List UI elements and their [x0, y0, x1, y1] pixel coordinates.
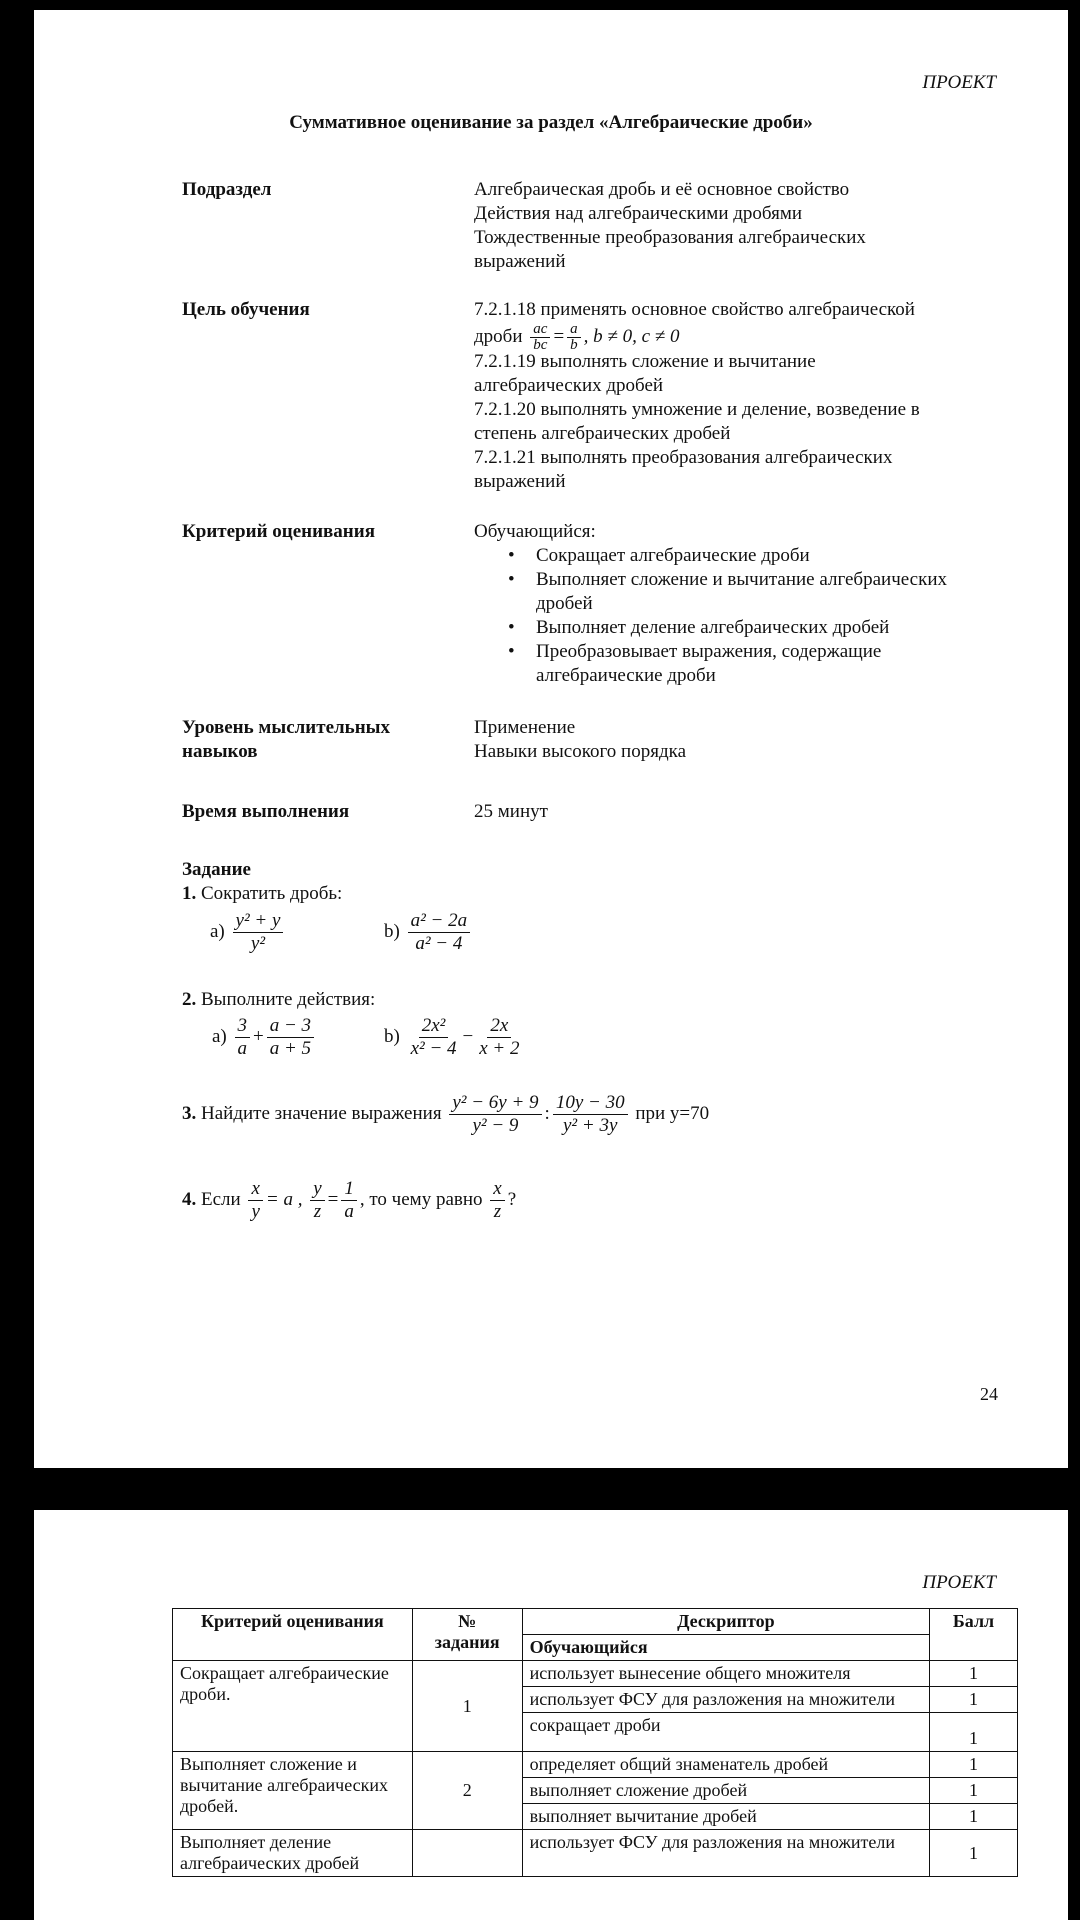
goal-line: 7.2.1.20 выполнять умножение и деление, возведение в	[474, 399, 920, 420]
task-cell: 2	[412, 1752, 522, 1830]
descriptor-cell: определяет общий знаменатель дробей	[522, 1752, 929, 1778]
criterion-item: • Выполняет сложение и вычитание алгебраических дробей	[536, 568, 1008, 616]
goal-line: 7.2.1.18 применять основное свойство алгебраической	[474, 299, 915, 320]
numerator: x	[248, 1178, 262, 1201]
goal-line: 7.2.1.21 выполнять преобразования алгебраических	[474, 447, 893, 468]
subsection-line: Тождественные преобразования алгебраических	[474, 227, 866, 248]
header-student: Обучающийся	[522, 1635, 929, 1661]
header-text: задания	[434, 1632, 500, 1652]
criterion-list	[474, 544, 1008, 688]
numerator: 2x	[487, 1015, 511, 1038]
denominator: y	[251, 1201, 260, 1222]
page-number: 24	[980, 1384, 998, 1404]
score-cell: 1	[930, 1804, 1018, 1830]
colon-sign: :	[544, 1102, 550, 1124]
score-cell: 1	[930, 1661, 1018, 1687]
numerator: 10y − 30	[553, 1092, 628, 1115]
fraction	[408, 910, 471, 955]
denominator: z	[313, 1201, 322, 1222]
subsection-value	[474, 178, 1008, 274]
goal-formula-line	[474, 321, 1008, 353]
table-header-row	[173, 1609, 1018, 1635]
numerator: a	[567, 322, 581, 338]
goal-line: 7.2.1.19 выполнять сложение и вычитание	[474, 351, 816, 372]
subsection-line: Действия над алгебраическими дробями	[474, 203, 803, 224]
denominator: a + 5	[269, 1038, 312, 1059]
subsection-line: Алгебраическая дробь и её основное свойство	[474, 179, 850, 200]
plus-sign: +	[253, 1025, 264, 1047]
fraction	[553, 1092, 628, 1137]
denominator: b	[570, 337, 578, 353]
goal-value	[474, 298, 1008, 494]
fraction	[408, 1015, 460, 1060]
numerator: x	[490, 1178, 504, 1201]
score-cell: 1	[930, 1830, 1018, 1877]
denominator: x² − 4	[410, 1038, 457, 1059]
task-2a	[212, 1015, 317, 1060]
descriptor-cell: использует ФСУ для разложения на множители	[522, 1687, 929, 1713]
minus-sign: −	[462, 1025, 474, 1047]
numerator: y	[310, 1178, 324, 1201]
numerator: 2x²	[419, 1015, 449, 1038]
fraction-a-b	[567, 322, 581, 353]
skills-value	[474, 716, 1008, 764]
header-descriptor: Дескриптор	[522, 1609, 929, 1635]
document-page-1	[34, 10, 1068, 1468]
criterion-cell: Выполняет деление алгебраических дробей	[173, 1830, 413, 1877]
fraction	[490, 1178, 504, 1223]
goal-line: алгебраических дробей	[474, 375, 664, 396]
skills-label-line: навыков	[182, 741, 258, 762]
fraction	[449, 1092, 541, 1137]
task-text: Найдите значение выражения	[201, 1102, 442, 1124]
header-task-number	[412, 1609, 522, 1661]
tasks-heading: Задание	[182, 859, 251, 880]
header-score: Балл	[930, 1609, 1018, 1661]
task-2	[182, 988, 375, 1012]
denominator: z	[493, 1201, 502, 1222]
subsection-line: выражений	[474, 251, 566, 272]
goal-text: дроби	[474, 325, 523, 347]
table-row	[173, 1752, 1018, 1778]
numerator: y² − 6y + 9	[449, 1092, 541, 1115]
criterion-intro: Обучающийся:	[474, 521, 596, 542]
goal-label: Цель обучения	[182, 299, 310, 320]
task-text: Если	[201, 1188, 241, 1210]
equals-sign: =	[553, 325, 565, 347]
task-cell: 1	[412, 1661, 522, 1752]
goal-condition: , b ≠ 0, c ≠ 0	[583, 325, 680, 347]
fraction	[233, 910, 284, 955]
task-tail: при y=70	[635, 1102, 710, 1124]
task-number: 3.	[182, 1102, 197, 1124]
criterion-value	[474, 520, 1008, 688]
criterion-cell: Выполняет сложение и вычитание алгебраических дробей.	[173, 1752, 413, 1830]
descriptor-cell: использует ФСУ для разложения на множители	[522, 1830, 929, 1877]
score-cell: 1	[930, 1752, 1018, 1778]
criterion-item: • Выполняет деление алгебраических дробей	[536, 616, 1008, 640]
draft-label: ПРОЕКТ	[922, 72, 996, 93]
skills-label-line: Уровень мыслительных	[182, 717, 390, 738]
equals-sign: =	[327, 1188, 339, 1210]
task-number: 4.	[182, 1188, 197, 1210]
descriptor-cell: сокращает дроби	[522, 1713, 929, 1752]
item-letter: a)	[210, 920, 225, 942]
skills-value-line: Навыки высокого порядка	[474, 741, 686, 762]
task-4	[182, 1178, 516, 1223]
denominator: a	[237, 1038, 248, 1059]
document-title: Суммативное оценивание за раздел «Алгебраические дроби»	[289, 112, 813, 133]
fraction	[267, 1015, 314, 1060]
score-cell: 1	[930, 1713, 1018, 1752]
denominator: bc	[533, 337, 548, 353]
fraction-ac-bc	[530, 322, 550, 353]
task-text: Выполните действия:	[201, 989, 376, 1010]
descriptor-cell: выполняет сложение дробей	[522, 1778, 929, 1804]
fraction	[248, 1178, 262, 1223]
task-3	[182, 1092, 709, 1137]
question-mark: ?	[507, 1188, 517, 1210]
denominator: a	[344, 1201, 354, 1222]
goal-line: выражений	[474, 471, 566, 492]
criterion-cell: Сокращает алгебраические дроби.	[173, 1661, 413, 1752]
skills-label	[182, 716, 462, 764]
denominator: y² − 9	[472, 1115, 519, 1136]
criterion-item: • Преобразовывает выражения, содержащие алгебраические дроби	[536, 640, 1008, 688]
item-letter: a)	[212, 1025, 227, 1047]
descriptor-cell: использует вынесение общего множителя	[522, 1661, 929, 1687]
rubric-table	[172, 1608, 1018, 1877]
score-cell: 1	[930, 1687, 1018, 1713]
task-1a	[210, 910, 286, 955]
denominator: x + 2	[479, 1038, 520, 1059]
numerator: y² + y	[233, 910, 284, 933]
criterion-label: Критерий оценивания	[182, 521, 375, 542]
criterion-item: • Сокращает алгебраические дроби	[536, 544, 1008, 568]
header-text: №	[458, 1611, 477, 1631]
task-cell	[412, 1830, 522, 1877]
goal-line: степень алгебраических дробей	[474, 423, 731, 444]
numerator: a² − 2a	[408, 910, 471, 933]
table-row	[173, 1830, 1018, 1877]
task-number: 1.	[182, 883, 197, 904]
item-letter: b)	[384, 920, 400, 942]
fraction	[235, 1015, 251, 1060]
item-letter: b)	[384, 1025, 400, 1047]
denominator: y²	[250, 933, 266, 954]
score-cell: 1	[930, 1778, 1018, 1804]
time-value: 25 минут	[474, 801, 548, 822]
denominator: a² − 4	[415, 933, 463, 954]
task-text: , то чему равно	[359, 1188, 483, 1210]
descriptor-cell: выполняет вычитание дробей	[522, 1804, 929, 1830]
skills-value-line: Применение	[474, 717, 576, 738]
fraction	[476, 1015, 522, 1060]
header-criterion: Критерий оценивания	[173, 1609, 413, 1661]
numerator: 1	[341, 1178, 357, 1201]
numerator: a − 3	[267, 1015, 314, 1038]
task-1b	[384, 910, 473, 955]
time-label: Время выполнения	[182, 801, 350, 822]
numerator: ac	[530, 322, 550, 338]
draft-label: ПРОЕКТ	[922, 1572, 996, 1593]
fraction	[310, 1178, 324, 1223]
table-row	[173, 1661, 1018, 1687]
document-page-2	[34, 1510, 1068, 1920]
subsection-label: Подраздел	[182, 179, 272, 200]
equation-part: = a ,	[265, 1188, 303, 1210]
task-1	[182, 882, 342, 906]
numerator: 3	[235, 1015, 251, 1038]
fraction	[341, 1178, 357, 1223]
denominator: y² + 3y	[563, 1115, 618, 1136]
task-number: 2.	[182, 989, 197, 1010]
task-2b	[384, 1015, 526, 1060]
task-text: Сократить дробь:	[201, 883, 343, 904]
